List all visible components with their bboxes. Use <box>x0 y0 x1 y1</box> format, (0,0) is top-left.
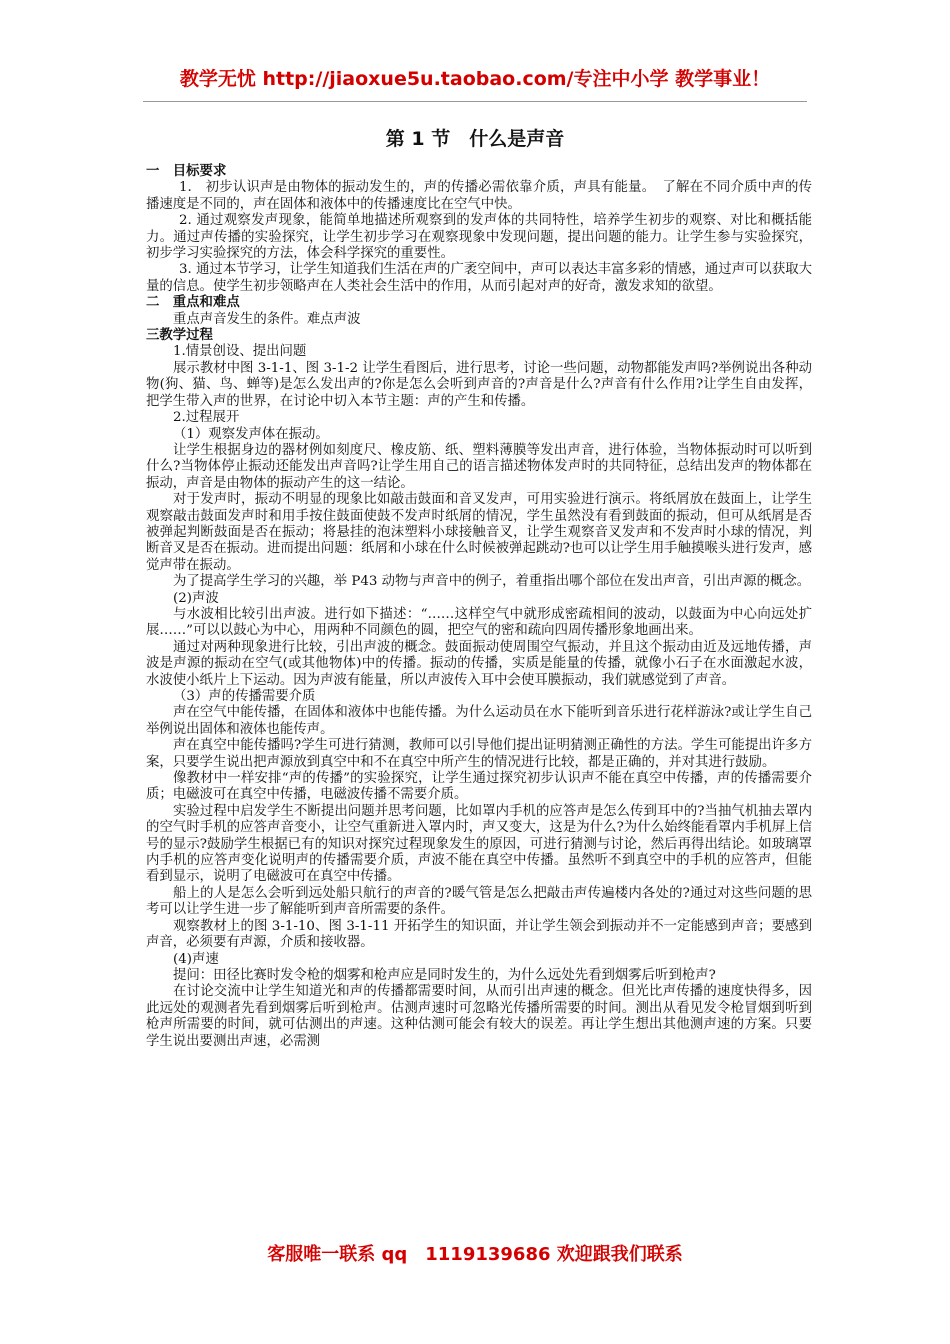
paragraph: 为了提高学生学习的兴趣，举 P43 动物与声音中的例子，着重指出哪个部位在发出声音，引出声源的概念。 <box>173 574 811 590</box>
paragraph: 1. 初步认识声是由物体的振动发生的，声的传播必需依靠介质，声具有能量。 了解在不同介质中声的传播速度是不同的，声在固体和液体中的传播速度比在空气中快。 <box>146 180 812 212</box>
section-heading-key-points: 二 重点和难点 <box>146 295 240 311</box>
page-title: 第 1 节 什么是声音 <box>385 128 565 150</box>
subheading: 2.过程展开 <box>173 410 240 426</box>
paragraph: 让学生根据身边的器材例如刻度尺、橡皮筋、纸、塑料薄膜等发出声音，进行体验，当物体振动时可以听到什么?当物体停止振动还能发出声音吗?让学生用自己的语言描述物体发声时的共同特征，总结出发声的物体都在振动，声音是由物体的振动产生的这一结论。 <box>146 442 812 491</box>
paragraph: 实验过程中启发学生不断提出问题并思考问题，比如罩内手机的应答声是怎么传到耳中的?当抽气机抽去罩内的空气时手机的应答声音变小，让空气重新进入罩内时，声又变大，这是为什么?为什么始终能看罩内手机屏上信号的显示?鼓励学生根据已有的知识对探究过程现象发生的原因，可进行猜测与讨论，然后再得出结论。如玻璃罩内手机的应答声变化说明声的传播需要介质，声波不能在真空中传播。虽然听不到真空中的手机的应答声，但能看到显示，说明了电磁波可在真空中传播。 <box>146 803 812 885</box>
paragraph: 2. 通过观察发声现象，能简单地描述所观察到的发声体的共同特性，培养学生初步的观察、对比和概括能力。通过声传播的实验探究，让学生初步学习在观察现象中发现问题，提出问题的能力。让学生参与实验探究，初步学习实验探究的方法，体会科学探究的重要性。 <box>146 213 812 262</box>
footer-contact: 客服唯一联系 qq 1119139686 欢迎跟我们联系 <box>267 1244 683 1265</box>
section-heading-goals: 一 目标要求 <box>146 164 227 179</box>
header-divider <box>143 101 807 102</box>
paragraph: 声在空气中能传播，在固体和液体中也能传播。为什么运动员在水下能听到音乐进行花样游泳?或让学生自己举例说出固体和液体也能传声。 <box>146 705 812 737</box>
paragraph: 通过对两种现象进行比较，引出声波的概念。鼓面振动使周围空气振动，并且这个振动由近及远地传播，声波是声源的振动在空气(或其他物体)中的传播。振动的传播，实质是能量的传播，就像小石子在水面激起水波，水波使小纸片上下运动。因为声波有能量，所以声波传入耳中会使耳膜振动，我们就感觉到了声音。 <box>146 639 812 688</box>
subheading: (2)声波 <box>173 590 219 606</box>
subheading: （1）观察发声体在振动。 <box>173 426 329 442</box>
paragraph: 3. 通过本节学习，让学生知道我们生活在声的广袤空间中，声可以表达丰富多彩的情感，通过声可以获取大量的信息。使学生初步领略声在人类社会生活中的作用，从而引起对声的好奇，激发求知的欲望。 <box>146 262 812 294</box>
subheading: 1.情景创设、提出问题 <box>173 344 307 360</box>
document-body <box>146 164 812 1050</box>
paragraph: 在讨论交流中让学生知道光和声的传播都需要时间，从而引出声速的概念。但光比声传播的速度快得多，因此远处的观测者先看到烟雾后听到枪声。估测声速时可忽略光传播所需要的时间。测出从看见发令枪冒烟到听到枪声所需要的时间，就可估测出的声速。这种估测可能会有较大的误差。再让学生想出其他测声速的方案。只要学生说出要测出声速，必需测 <box>146 984 812 1049</box>
paragraph: 展示教材中图 3-1-1、图 3-1-2 让学生看图后，进行思考，讨论一些问题，动物都能发声吗?举例说出各种动物(狗、猫、鸟、蝉等)是怎么发出声的?你是怎么会听到声音的?声音是什么?声音有什么作用?让学生自由发挥，把学生带入声的世界，在讨论中切入本节主题：声的产生和传播。 <box>146 360 812 409</box>
paragraph: 船上的人是怎么会听到远处船只航行的声音的?暖气管是怎么把敲击声传遍楼内各处的?通过对这些问题的思考可以让学生进一步了解能听到声音所需要的条件。 <box>146 885 812 918</box>
paragraph: 观察教材上的图 3-1-10、图 3-1-11 开拓学生的知识面，并让学生领会到振动并不一定能感到声音；要感到声音，必须要有声源，介质和接收器。 <box>146 918 812 951</box>
paragraph: 对于发声时，振动不明显的现象比如敲击鼓面和音叉发声，可用实验进行演示。将纸屑放在鼓面上，让学生观察敲击鼓面发声时和用手按住鼓面使鼓不发声时纸屑的情况，学生虽然没有看到鼓面的振动，但可从纸屑是否被弹起判断鼓面是否在振动；将悬挂的泡沫塑料小球接触音叉，让学生观察音叉发声和不发声时小球的情况，判断音叉是否在振动。进而提出问题：纸屑和小球在什么时候被弹起跳动?也可以让学生用手触摸喉头进行发声，感觉声带在振动。 <box>146 492 812 573</box>
paragraph: 像教材中一样安排“声的传播”的实验探究，让学生通过探究初步认识声不能在真空中传播，声的传播需要介质；电磁波可在真空中传播，电磁波传播不需要介质。 <box>146 771 812 803</box>
paragraph: 声在真空中能传播吗?学生可进行猜测，教师可以引导他们提出证明猜测正确性的方法。学生可能提出许多方案，只要学生说出把声源放到真空中和不在真空中所产生的情况进行比较，都是正确的，并对其进行鼓励。 <box>146 738 812 770</box>
subheading: （3）声的传播需要介质 <box>173 689 316 704</box>
paragraph: 与水波相比较引出声波。进行如下描述：“……这样空气中就形成密疏相间的波动，以鼓面为中心向远处扩展……”可以以鼓心为中心，用两种不同颜色的圆，把空气的密和疏向四周传播形象地画出来。 <box>146 606 812 639</box>
subheading: (4)声速 <box>173 951 219 967</box>
header-banner: 教学无忧 http://jiaoxue5u.taobao.com/专注中小学 教学事业！ <box>179 68 771 90</box>
section-heading-process: 三教学过程 <box>146 328 213 344</box>
paragraph: 提问：田径比赛时发令枪的烟雾和枪声应是同时发生的，为什么远处先看到烟雾后听到枪声? <box>173 967 716 983</box>
paragraph: 重点声音发生的条件。难点声波 <box>173 311 361 327</box>
